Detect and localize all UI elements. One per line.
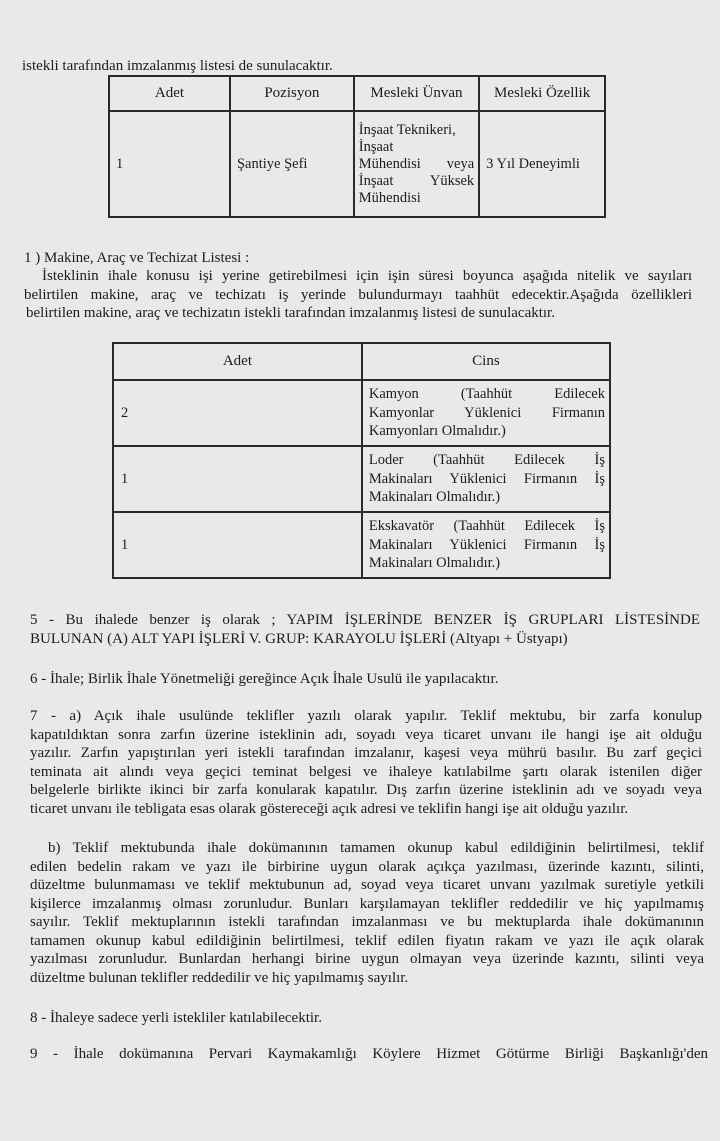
cell-adet: 1 bbox=[113, 512, 362, 578]
section1-line: belirtilen makine, araç ve techizatın istekli tarafından imzalanmış listesi de sunulacaktır. bbox=[26, 305, 555, 321]
section7a-line: kapatıldıktan sonra zarfın üzerine isteklinin adı, soyadı veya ticaret unvanı ile hangi işe ait olduğu bbox=[30, 727, 702, 743]
section9: 9 - İhale dokümanına Pervari Kaymakamlığı Köylere Hizmet Götürme Birliği Başkanlığı'den bbox=[30, 1046, 708, 1062]
cins-line: Loder (Taahhüt Edilecek İş bbox=[368, 452, 605, 469]
section7b-line: edilen bedelin rakam ve yazı ile birbirine uygun olarak açıkça yazılması, üzerinde kazıntı, silinti, bbox=[30, 859, 704, 875]
staff-table-header-row bbox=[109, 76, 605, 111]
cins-line: Makinaları Olmalıdır.) bbox=[368, 489, 501, 506]
section7a-line: teminata ait alındı veya geçici teminat belgesi ve ihaleye katılabilme şartı olarak istenilen diğer bbox=[30, 764, 702, 780]
header-mesleki-ozellik: Mesleki Özellik bbox=[479, 76, 605, 111]
cins-line: Kamyonlar Yüklenici Firmanın bbox=[368, 404, 605, 421]
section1-line: İsteklinin ihale konusu işi yerine getirebilmesi için işin süresi boyunca aşağıda nitelik ve sayıları bbox=[42, 268, 692, 284]
section7b-line: tamamen okunup kabul edildiğinin belirtilmesi, teklif edilen fiyatın rakam ve yazı ile açık olarak bbox=[30, 933, 704, 949]
unvan-line: İnşaat bbox=[358, 138, 394, 155]
section7b-line: sayılır. Teklif mektuplarının istekli tarafından imzalanması ve bu mektuplarda ihale dokümanının bbox=[30, 914, 704, 930]
table-row bbox=[113, 512, 610, 578]
intro-line: istekli tarafından imzalanmış listesi de sunulacaktır. bbox=[22, 58, 333, 74]
section5-line: 5 - Bu ihalede benzer iş olarak ; YAPIM İŞLERİNDE BENZER İŞ GRUPLARI LİSTESİNDE bbox=[30, 612, 700, 628]
table-row bbox=[113, 380, 610, 446]
header-mesleki-unvan: Mesleki Ünvan bbox=[354, 76, 479, 111]
machine-table-header-row bbox=[113, 343, 610, 380]
cins-line: Makinaları Yüklenici Firmanın İş bbox=[368, 470, 605, 487]
section7b-line: kişilerce imzalanmış olması zorunludur. Bunları karşılamayan teklifler reddedilir ve hiç yapılmamış bbox=[30, 896, 704, 912]
cell-pozisyon: Şantiye Şefi bbox=[230, 111, 354, 217]
header-cins: Cins bbox=[362, 343, 610, 380]
section6: 6 - İhale; Birlik İhale Yönetmeliği gereğince Açık İhale Usulü ile yapılacaktır. bbox=[30, 671, 499, 687]
cins-line: Kamyon (Taahhüt Edilecek bbox=[368, 386, 605, 403]
cins-line: Makinaları Yüklenici Firmanın İş bbox=[368, 536, 605, 553]
section1-heading: 1 ) Makine, Araç ve Techizat Listesi : bbox=[24, 250, 250, 266]
section7b-line: düzeltme bulunmaması ve teklif mektubunun ad, soyad veya ticaret unvanı yazılmak suretiyle yetkili bbox=[30, 877, 704, 893]
section1-line: belirtilen makine, araç ve techizatı iş yerinde bulundurmayı taahhüt edecektir.Aşağıda özellikleri bbox=[24, 287, 692, 303]
cell-cins bbox=[362, 380, 610, 446]
section7a-line: belgelerle birlikte ikinci bir zarfa konularak kapatılır. Dış zarfın üzerine isteklinin adı ve soyadı veya bbox=[30, 782, 702, 798]
section7b-line: düzeltme bulunan teklifler reddedilir ve hiç yapılmamış sayılır. bbox=[30, 970, 409, 986]
machine-table bbox=[112, 342, 611, 579]
section7b-line: yazılması zorunludur. Bunlardan herhangi birine uygun olmayan veya üzerinde kazıntı, silinti veya bbox=[30, 951, 704, 967]
cell-adet: 1 bbox=[109, 111, 230, 217]
cins-line: Makinaları Olmalıdır.) bbox=[368, 555, 501, 572]
section5-line: BULUNAN (A) ALT YAPI İŞLERİ V. GRUP: KARAYOLU İŞLERİ (Altyapı + Üstyapı) bbox=[30, 631, 568, 647]
header-pozisyon: Pozisyon bbox=[230, 76, 354, 111]
cell-cins bbox=[362, 446, 610, 512]
table-row bbox=[109, 111, 605, 217]
cell-adet: 1 bbox=[113, 446, 362, 512]
header-adet: Adet bbox=[113, 343, 362, 380]
unvan-line: Mühendisi veya bbox=[358, 155, 475, 172]
table-row bbox=[113, 446, 610, 512]
header-adet: Adet bbox=[109, 76, 230, 111]
section7a-line: 7 - a) Açık ihale usulünde teklifler yazılı olarak yapılır. Teklif mektubu, bir zarfa konulup bbox=[30, 708, 702, 724]
section7a-line: yazılır. Zarfın yapıştırılan yeri istekli tarafından imzalanır, kaşesi veya mührü basılır. Bu zarf geçici bbox=[30, 745, 702, 761]
cell-mesleki-unvan bbox=[354, 111, 479, 217]
section7a-line: ticaret unvanı ile tebligata esas olarak göstereceği açık adresi ve teklifin hangi işe ait olduğu yazılır. bbox=[30, 801, 629, 817]
section7b-line: b) Teklif mektubunda ihale dokümanının tamamen okunup kabul edildiğinin belirtilmesi, teklif bbox=[48, 840, 704, 856]
staff-table bbox=[108, 75, 606, 218]
unvan-line: Mühendisi bbox=[358, 189, 421, 206]
unvan-line: İnşaat Teknikeri, bbox=[358, 121, 456, 138]
cins-line: Ekskavatör (Taahhüt Edilecek İş bbox=[368, 518, 605, 535]
unvan-line: İnşaat Yüksek bbox=[358, 172, 475, 189]
cins-line: Kamyonları Olmalıdır.) bbox=[368, 423, 506, 440]
section8: 8 - İhaleye sadece yerli istekliler katılabilecektir. bbox=[30, 1010, 322, 1026]
cell-cins bbox=[362, 512, 610, 578]
cell-adet: 2 bbox=[113, 380, 362, 446]
cell-mesleki-ozellik: 3 Yıl Deneyimli bbox=[479, 111, 605, 217]
